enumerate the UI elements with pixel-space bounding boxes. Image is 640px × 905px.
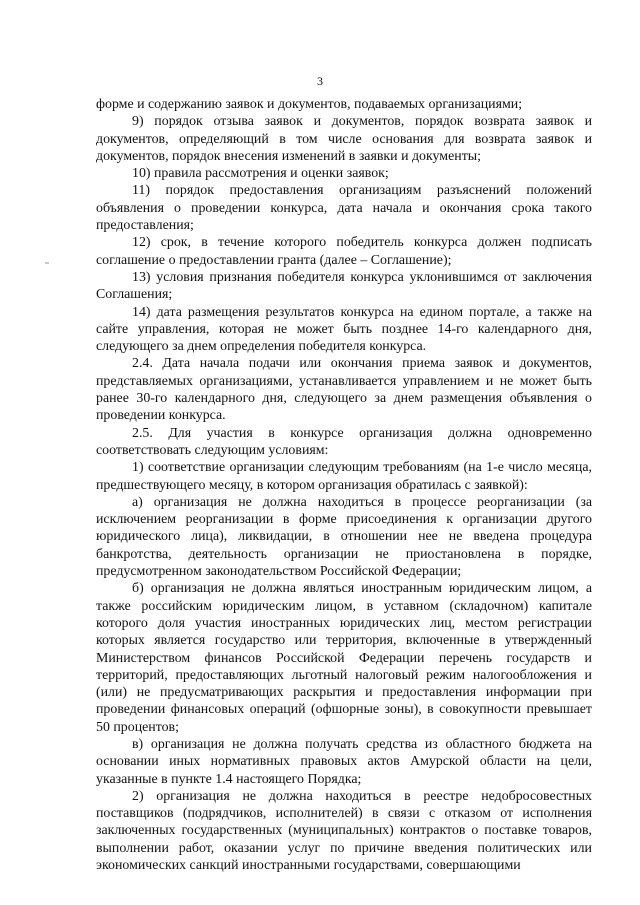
paragraph-item-14: 14) дата размещения результатов конкурса на едином портале, а также на сайте управления, которая не может быть позднее 14-го календарного дня, следующего за днем определения победителя конкурса. [96, 304, 592, 355]
paragraph-section-2-5: 2.5. Для участия в конкурсе организация должна одновременно соответствовать следующим условиям: [96, 425, 592, 458]
document-body [96, 96, 592, 874]
margin-mark [45, 262, 49, 264]
paragraph-item-13: 13) условия признания победителя конкурса уклонившимся от заключения Соглашения; [96, 269, 592, 303]
paragraph-item-12: 12) срок, в течение которого победитель конкурса должен подписать соглашение о предоставлении гранта (далее – Соглашение); [96, 235, 592, 268]
paragraph-condition-1b: б) организация не должна являться иностранным юридическим лицом, а также российским юридическим лицом, в уставном (складочном) капитале которого доля участия иностранных юридических лиц, местом регистрации которых является государство или территория, включенные в утвержденный Министерством финансов Российской Федерации перечень государств и территорий, предоставляющих льготный налоговый режим налогообложения и (или) не предусматривающих раскрытия и предоставления информации при проведении финансовых операций (офшорные зоны), в совокупности превышает 50 процентов; [96, 581, 592, 735]
paragraph-condition-2: 2) организация не должна находиться в реестре недобросовестных поставщиков (подрядчиков, исполнителей) в связи с отказом от исполнения заключенных государственных (муниципальных) контрактов о поставке товаров, выполнении работ, оказании услуг по причине введения политических или экономических санкций иностранными государствами, совершающими [96, 788, 592, 874]
paragraph-section-2-4: 2.4. Дата начала подачи или окончания приема заявок и документов, представляемых организациями, устанавливается управлением и не может быть ранее 30-го календарного дня, следующего за днем размещения объявления о проведении конкурса. [96, 356, 592, 424]
paragraph-item-11: 11) порядок предоставления организациям разъяснений положений объявления о проведении конкурса, дата начала и окончания срока такого предоставления; [96, 183, 592, 234]
page-number: 3 [317, 74, 323, 88]
paragraph-condition-1: 1) соответствие организации следующим требованиям (на 1-е число месяца, предшествующего месяцу, в котором организация обратилась с заявкой): [96, 460, 592, 493]
paragraph-condition-1a: а) организация не должна находиться в процессе реорганизации (за исключением реорганизации в форме присоединения к организации другого юридического лица), ликвидации, в отношении нее не введена процедура банкротства, деятельность организации не приостановлена в порядке, предусмотренном законодательством Российской Федерации; [96, 494, 592, 580]
paragraph-item-9: 9) порядок отзыва заявок и документов, порядок возврата заявок и документов, определяющий в том числе основания для возврата заявок и документов, порядок внесения изменений в заявки и документы; [96, 114, 592, 164]
paragraph-continuation: форме и содержанию заявок и документов, подаваемых организациями; [96, 97, 523, 112]
paragraph-item-10: 10) правила рассмотрения и оценки заявок; [132, 166, 389, 182]
paragraph-condition-1c: в) организация не должна получать средства из областного бюджета на основании иных нормативных правовых актов Амурской области на цели, указанные в пункте 1.4 настоящего Порядка; [96, 736, 592, 787]
